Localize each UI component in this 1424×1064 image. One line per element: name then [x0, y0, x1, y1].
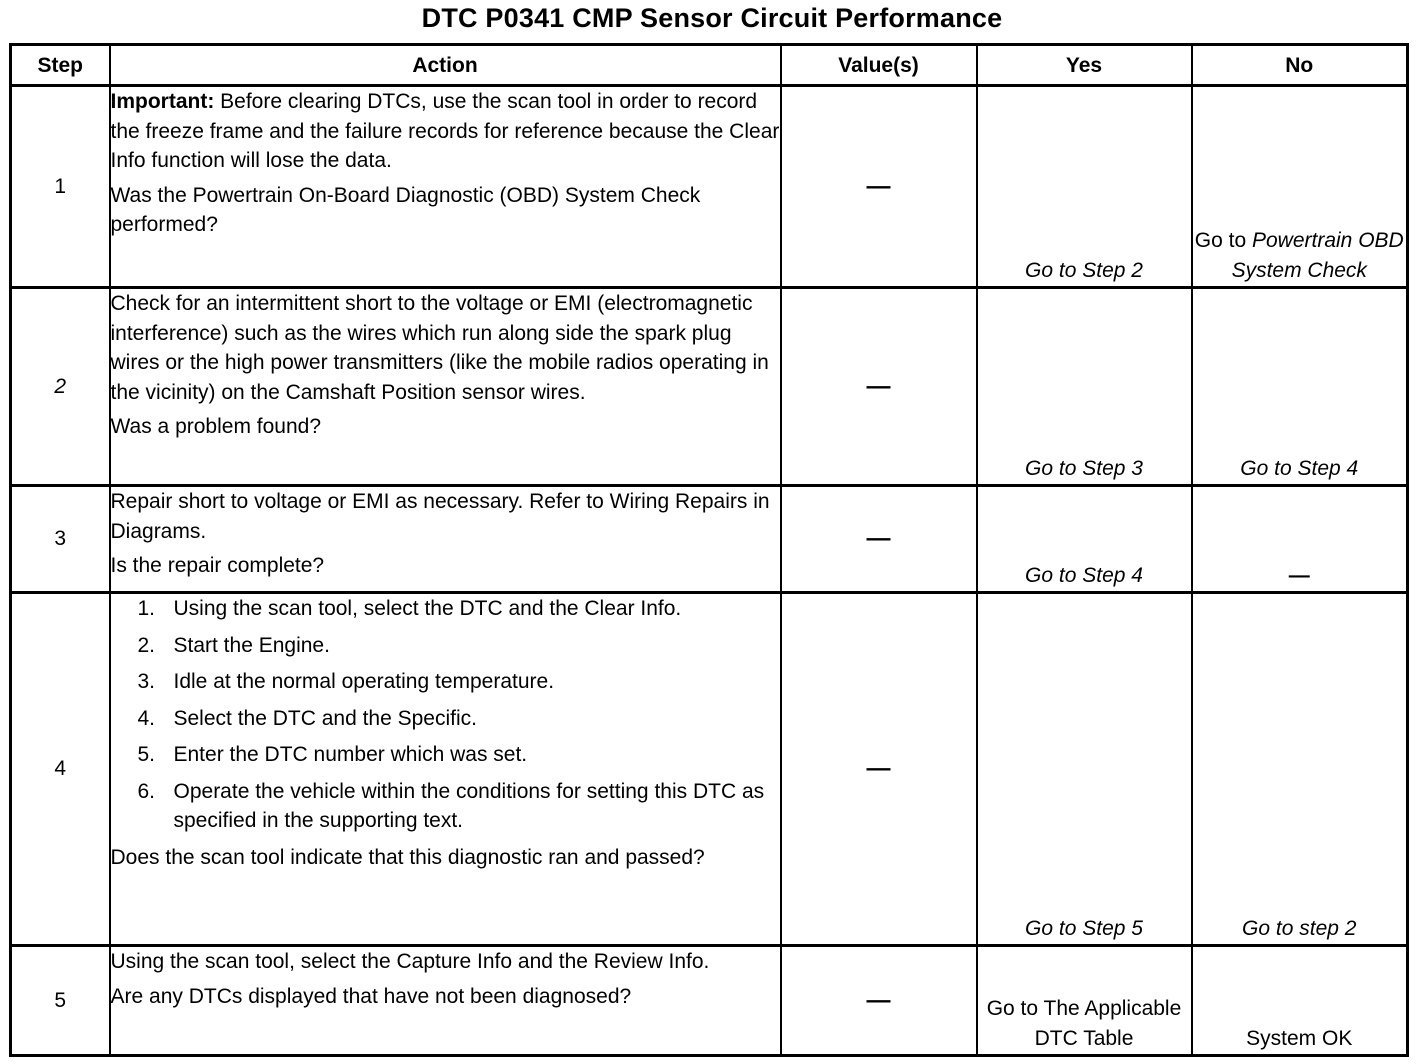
no-link[interactable]: Go to Step 4 [1240, 457, 1359, 480]
step-number: 5 [11, 946, 110, 1056]
table-row [11, 288, 1408, 486]
no-link[interactable]: Go to step 2 [1242, 917, 1357, 940]
table-row [11, 593, 1408, 946]
action-text: Check for an intermittent short to the voltage or EMI (electromagnetic interference) such as the wires which run along side the spark plug wires or the high power transmitters (like the mobile radios operating in the vicinity) on the Camshaft Position sensor wires. [110, 292, 769, 404]
header-no: No [1192, 45, 1408, 86]
list-text: Start the Engine. [173, 633, 330, 657]
procedure-list [111, 594, 780, 836]
table-row [11, 86, 1408, 288]
action-question: Was a problem found? [110, 415, 322, 438]
list-text: Idle at the normal operating temperature. [173, 670, 555, 693]
yes-cell [977, 946, 1192, 1056]
list-item [138, 631, 780, 661]
no-result: System OK [1246, 1027, 1353, 1050]
important-label: Important: [110, 90, 215, 113]
action-question: Are any DTCs displayed that have not been diagnosed? [110, 984, 632, 1008]
list-item [138, 777, 780, 836]
list-item [138, 667, 780, 697]
no-cell [1192, 288, 1408, 486]
value-cell: — [781, 86, 977, 288]
action-question: Is the repair complete? [110, 554, 325, 577]
yes-cell [977, 593, 1192, 946]
yes-link[interactable]: Go to Step 2 [1025, 259, 1143, 282]
yes-cell [977, 288, 1192, 486]
list-text: Using the scan tool, select the DTC and the Clear Info. [173, 597, 682, 620]
value-cell: — [781, 486, 977, 593]
action-cell [110, 288, 781, 486]
list-text: Enter the DTC number which was set. [173, 743, 528, 766]
diagnostic-table [9, 43, 1409, 1057]
yes-cell [977, 86, 1192, 288]
yes-link[interactable]: Go to Step 5 [1025, 917, 1143, 940]
header-values: Value(s) [781, 45, 977, 86]
step-number: 2 [11, 288, 110, 486]
header-action: Action [110, 45, 781, 86]
table-row [11, 486, 1408, 593]
list-number: 6. [137, 779, 156, 803]
action-cell [110, 946, 781, 1056]
yes-link[interactable]: Go to The Applicable DTC Table [986, 997, 1182, 1050]
no-prefix: Go to [1194, 229, 1252, 252]
no-dash: — [1288, 564, 1310, 587]
header-row [11, 45, 1408, 86]
action-text [111, 87, 780, 176]
no-cell [1192, 946, 1408, 1056]
value-cell: — [781, 593, 977, 946]
value-cell: — [781, 288, 977, 486]
step-number: 4 [11, 593, 110, 946]
header-yes: Yes [977, 45, 1192, 86]
list-text: Operate the vehicle within the conditions for setting this DTC as specified in the supporting text. [173, 779, 765, 832]
list-item [138, 594, 780, 624]
yes-cell [977, 486, 1192, 593]
action-text: Repair short to voltage or EMI as necessary. Refer to Wiring Repairs in Diagrams. [110, 490, 770, 543]
list-number: 2. [137, 633, 156, 657]
action-cell [110, 593, 781, 946]
no-link[interactable]: Powertrain OBD System Check [1231, 229, 1404, 282]
yes-link[interactable]: Go to Step 3 [1025, 457, 1143, 480]
no-cell [1192, 486, 1408, 593]
action-question: Does the scan tool indicate that this diagnostic ran and passed? [110, 845, 705, 869]
no-cell [1192, 593, 1408, 946]
action-cell [110, 86, 781, 288]
action-question: Was the Powertrain On-Board Diagnostic (OBD) System Check performed? [110, 183, 701, 236]
list-item [138, 704, 780, 734]
list-number: 4. [137, 706, 156, 730]
list-item [138, 740, 780, 770]
value-cell: — [781, 946, 977, 1056]
step-number: 3 [11, 486, 110, 593]
no-cell [1192, 86, 1408, 288]
list-text: Select the DTC and the Specific. [173, 706, 477, 730]
list-number: 1. [137, 597, 156, 620]
action-cell [110, 486, 781, 593]
header-step: Step [11, 45, 110, 86]
step-number: 1 [11, 86, 110, 288]
table-row [11, 946, 1408, 1056]
list-number: 5. [137, 743, 156, 766]
list-number: 3. [137, 670, 156, 693]
important-text: Before clearing DTCs, use the scan tool in order to record the freeze frame and the failure records for reference because the Clear Info function will lose the data. [110, 90, 780, 172]
action-text: Using the scan tool, select the Capture Info and the Review Info. [110, 950, 710, 973]
yes-link[interactable]: Go to Step 4 [1025, 564, 1143, 587]
document-title: DTC P0341 CMP Sensor Circuit Performance [421, 3, 1003, 33]
